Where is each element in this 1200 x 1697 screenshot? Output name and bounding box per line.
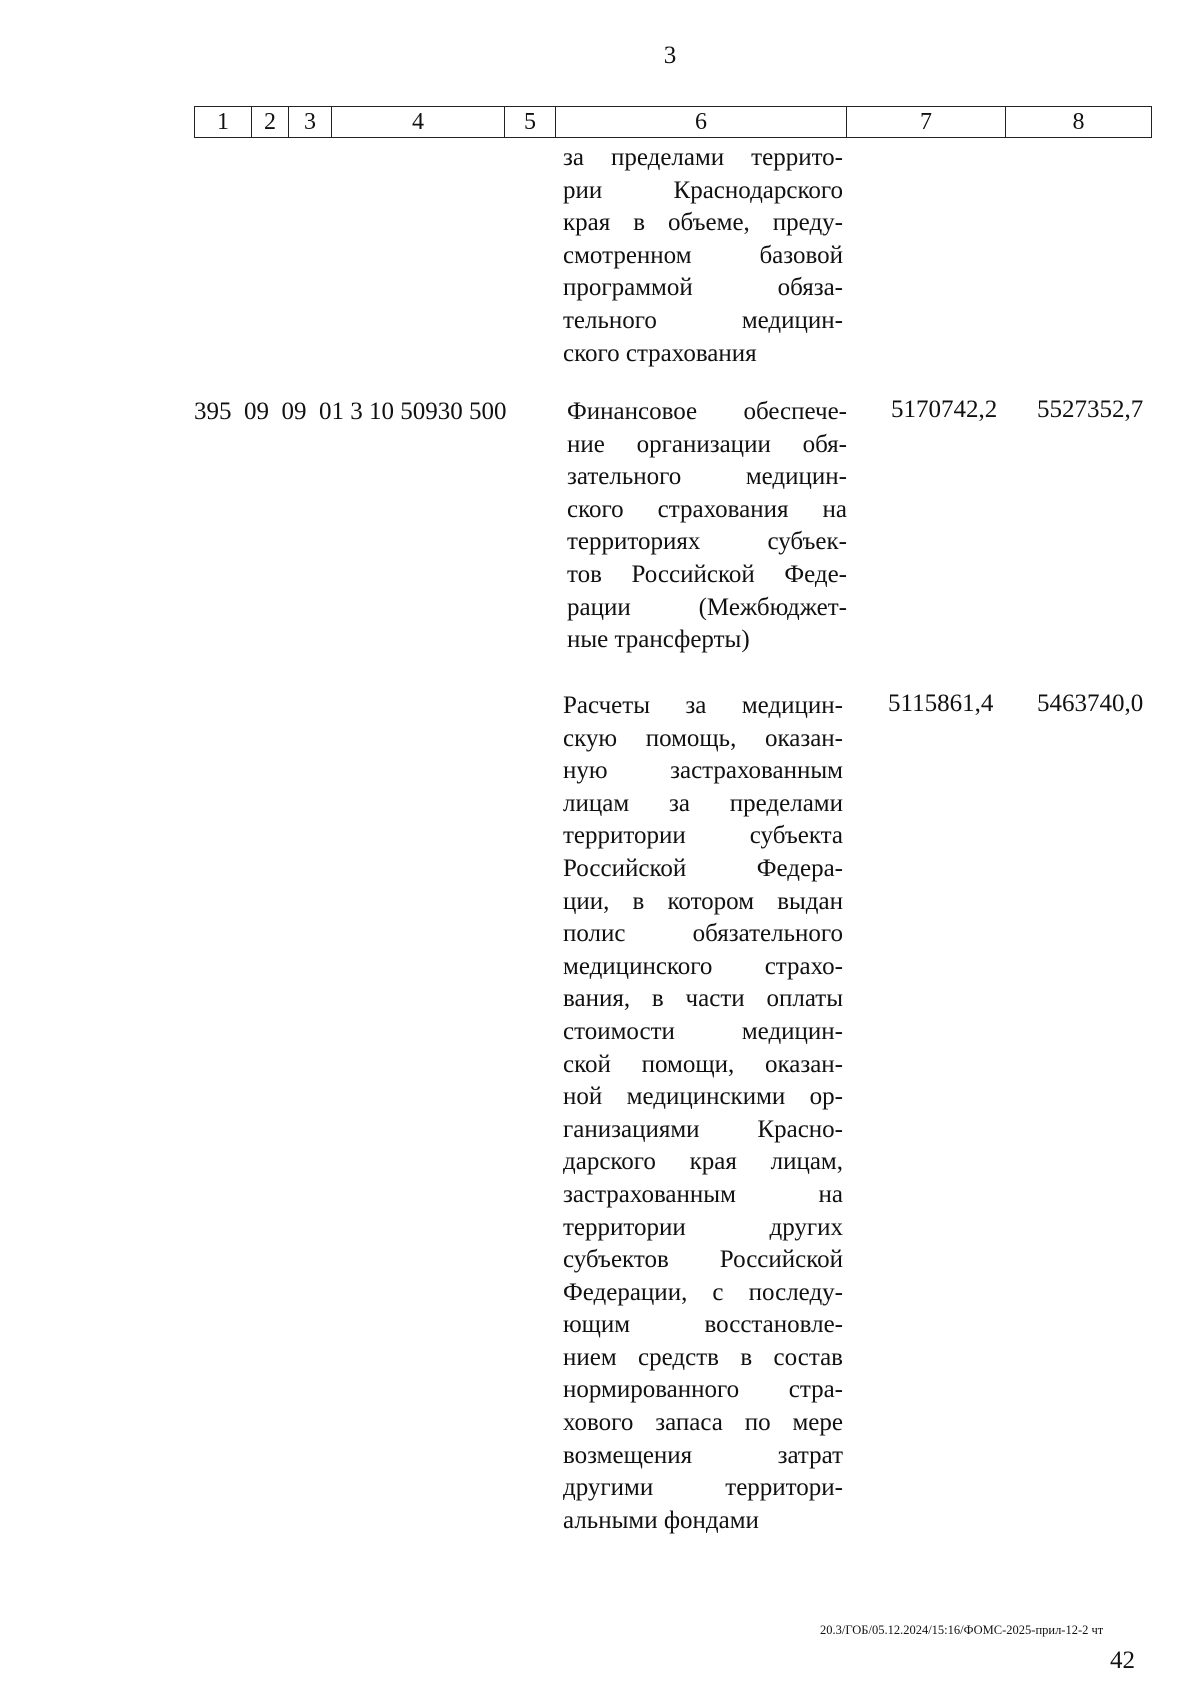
text-line: ской помощи, оказан-: [563, 1050, 843, 1078]
row1-value-col7: 5170742,2: [891, 396, 998, 423]
text-line: альными фондами: [563, 1506, 759, 1534]
footer-document-code: 20.3/ГОБ/05.12.2024/15:16/ФОМС-2025-прил-12-2 чт: [820, 1623, 1104, 1637]
text-line: хового запаса по мере: [563, 1409, 843, 1437]
text-line: территории других: [563, 1213, 843, 1241]
text-line: Финансовое обеспече-: [567, 398, 847, 425]
row2-value-col7: 5115861,4: [888, 690, 994, 717]
row1-description: [567, 396, 847, 657]
page-number: [0, 42, 1200, 70]
text-line: зательного медицин-: [567, 463, 847, 491]
text-line: субъектов Российской: [563, 1246, 843, 1274]
column-header-6: 6: [556, 107, 847, 138]
column-header-7: 7: [847, 107, 1006, 138]
page-number-text: 3: [663, 42, 677, 69]
text-line: ского страхования: [563, 339, 757, 367]
text-line: полис обязательного: [563, 920, 843, 948]
text-line: медицинского страхо-: [563, 952, 843, 980]
text-line: ную застрахованным: [563, 757, 843, 785]
row2-value-col8: 5463740,0: [1037, 690, 1144, 717]
text-line: другими территори-: [563, 1474, 843, 1502]
text-line: возмещения затрат: [563, 1441, 843, 1469]
text-line: за пределами террито-: [563, 144, 843, 171]
column-header-4: 4: [332, 107, 505, 138]
text-line: ции, в котором выдан: [563, 887, 843, 915]
column-header-8: 8: [1006, 107, 1152, 138]
column-header-2: 2: [252, 107, 289, 138]
text-line: Российской Федера-: [563, 854, 843, 882]
row2-description: [563, 690, 843, 1537]
text-line: тов Российской Феде-: [567, 560, 847, 588]
text-line: территории субъекта: [563, 822, 843, 850]
text-line: территориях субъек-: [567, 528, 847, 556]
column-header-table: [194, 106, 1152, 138]
text-line: тельного медицин-: [563, 306, 843, 334]
text-line: смотренном базовой: [563, 241, 843, 269]
text-line: вания, в части оплаты: [563, 985, 843, 1013]
text-line: стоимости медицин-: [563, 1017, 843, 1045]
column-header-5: 5: [505, 107, 556, 138]
text-line: Расчеты за медицин-: [563, 692, 843, 719]
column-header-row: [195, 107, 1152, 138]
text-line: рации (Межбюджет-: [567, 593, 847, 621]
text-line: ной медицинскими ор-: [563, 1083, 843, 1111]
text-line: нормированного стра-: [563, 1376, 843, 1404]
row1-value-col8: 5527352,7: [1037, 396, 1144, 423]
text-line: ные трансферты): [567, 626, 750, 654]
continuation-text: [563, 142, 843, 370]
column-header-3: 3: [289, 107, 332, 138]
text-line: программой обяза-: [563, 274, 843, 302]
text-line: ского страхования на: [567, 495, 847, 523]
text-line: Федерации, с последу-: [563, 1278, 843, 1306]
text-line: края в объеме, преду-: [563, 209, 843, 237]
text-line: скую помощь, оказан-: [563, 724, 843, 752]
text-line: ганизациями Красно-: [563, 1115, 843, 1143]
text-line: ющим восстановле-: [563, 1311, 843, 1339]
text-line: лицам за пределами: [563, 789, 843, 817]
text-line: ние организации обя-: [567, 430, 847, 458]
column-header-1: 1: [195, 107, 252, 138]
text-line: застрахованным на: [563, 1180, 843, 1208]
text-line: рии Краснодарского: [563, 176, 843, 204]
text-line: нием средств в состав: [563, 1343, 843, 1371]
text-line: дарского края лицам,: [563, 1148, 843, 1176]
row1-codes: 395 09 09 01 3 10 50930 500: [194, 398, 507, 425]
footer-sheet-number: 42: [1110, 1647, 1135, 1674]
